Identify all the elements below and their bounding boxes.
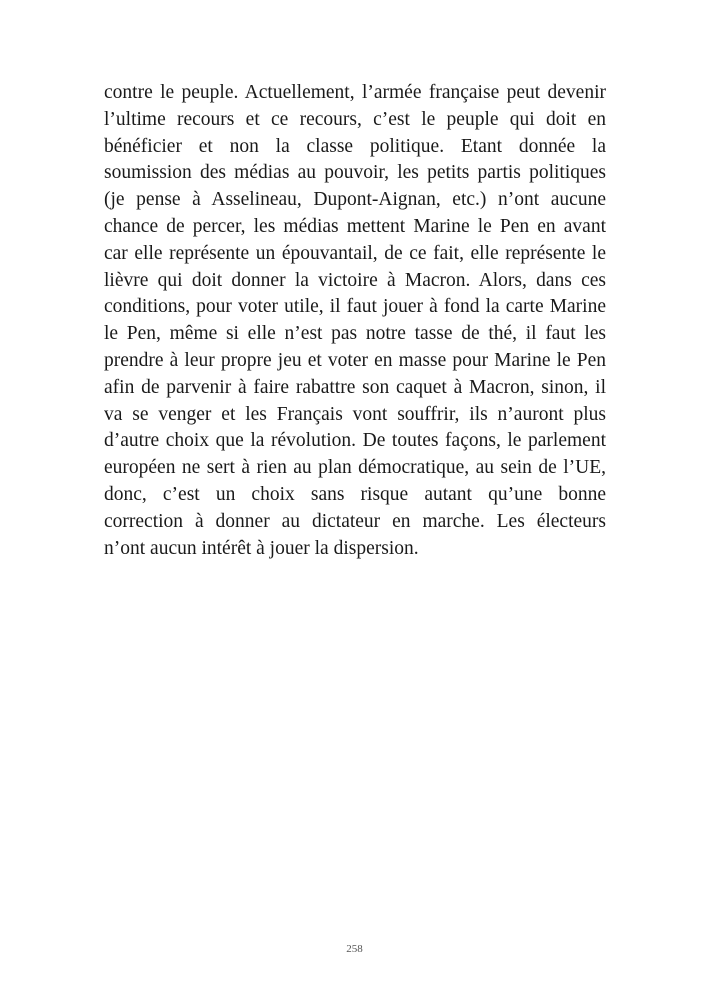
page-number: 258	[346, 943, 363, 955]
text-line-7: car elle représente un épouvantail, de ce fait, elle représente le	[104, 242, 606, 264]
text-line-2: l’ultime recours et ce recours, c’est le peuple qui doit en	[104, 108, 606, 130]
text-line-18: n’ont aucun intérêt à jouer la dispersion.	[104, 537, 419, 559]
text-line-1: contre le peuple. Actuellement, l’armée française peut devenir	[104, 82, 606, 103]
body-paragraph	[104, 80, 606, 562]
text-line-3: bénéficier et non la classe politique. Etant donnée la	[104, 135, 606, 157]
text-line-10: le Pen, même si elle n’est pas notre tasse de thé, il faut les	[104, 323, 606, 345]
text-line-8: lièvre qui doit donner la victoire à Macron. Alors, dans ces	[104, 269, 606, 291]
text-line-9: conditions, pour voter utile, il faut jouer à fond la carte Marine	[104, 296, 606, 318]
text-line-17: correction à donner au dictateur en marche. Les électeurs	[104, 510, 606, 532]
text-line-12: afin de parvenir à faire rabattre son caquet à Macron, sinon, il	[104, 376, 606, 398]
text-line-14: d’autre choix que la révolution. De toutes façons, le parlement	[104, 430, 606, 452]
text-line-13: va se venger et les Français vont souffrir, ils n’auront plus	[104, 403, 606, 425]
text-line-15: européen ne sert à rien au plan démocratique, au sein de l’UE,	[104, 457, 606, 479]
text-line-11: prendre à leur propre jeu et voter en masse pour Marine le Pen	[104, 349, 606, 371]
text-line-16: donc, c’est un choix sans risque autant qu’une bonne	[104, 483, 606, 505]
text-line-5: (je pense à Asselineau, Dupont-Aignan, etc.) n’ont aucune	[104, 189, 606, 211]
text-line-6: chance de percer, les médias mettent Marine le Pen en avant	[104, 215, 606, 237]
text-line-4: soumission des médias au pouvoir, les petits partis politiques	[104, 162, 606, 184]
